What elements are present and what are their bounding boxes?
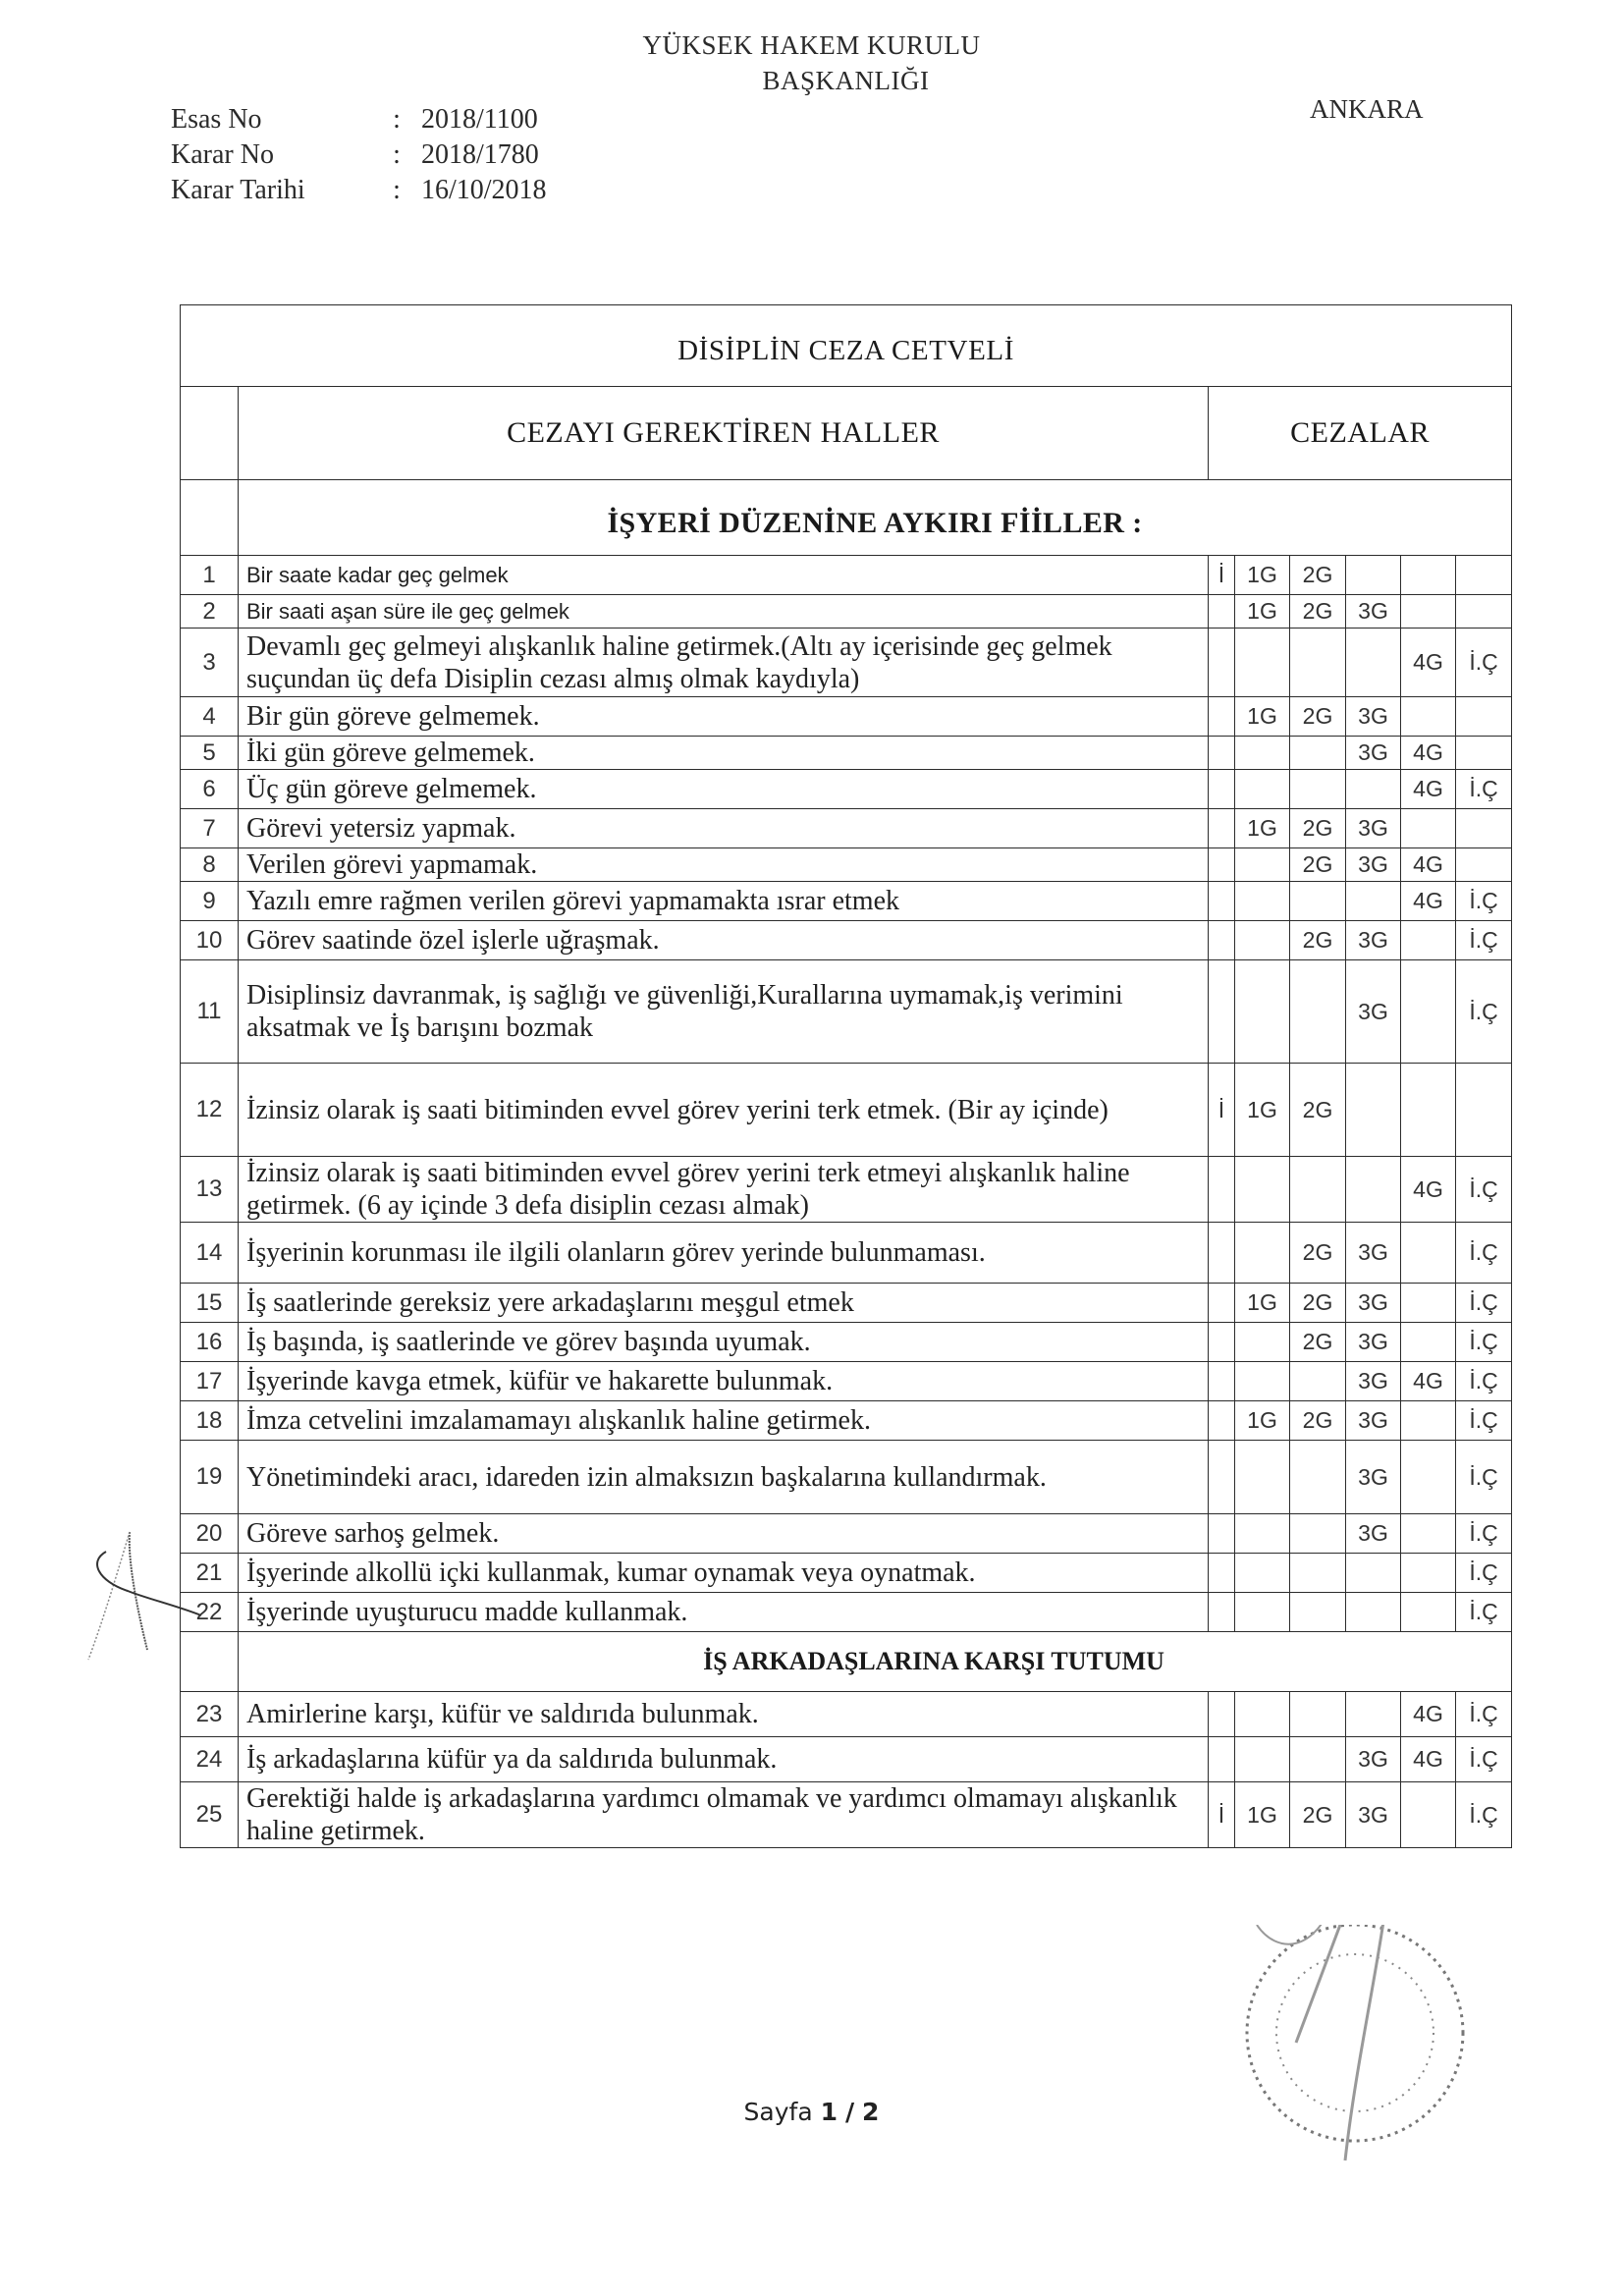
penalty-3g xyxy=(1346,882,1401,921)
meta-sep: : xyxy=(393,139,401,170)
section-heading-1: İŞYERİ DÜZENİNE AYKIRI FİİLLER : xyxy=(239,480,1512,556)
penalty-3g xyxy=(1346,629,1401,697)
meta-label: Karar Tarihi xyxy=(171,175,305,205)
penalty-3g xyxy=(1346,1157,1401,1223)
penalty-dismissal: İ.Ç xyxy=(1456,1157,1512,1223)
penalty-dismissal: İ.Ç xyxy=(1456,1737,1512,1782)
meta-karar-no xyxy=(171,137,547,173)
row-description: İmza cetvelini imzalamamayı alışkanlık haline getirmek. xyxy=(239,1401,1209,1441)
penalty-dismissal: İ.Ç xyxy=(1456,1401,1512,1441)
row-number: 18 xyxy=(181,1401,239,1441)
penalty-dismissal xyxy=(1456,556,1512,595)
meta-value: 2018/1100 xyxy=(421,104,538,135)
row-number: 15 xyxy=(181,1284,239,1323)
penalty-warning xyxy=(1209,1737,1235,1782)
penalty-dismissal: İ.Ç xyxy=(1456,1323,1512,1362)
penalty-1g xyxy=(1235,848,1290,882)
penalty-1g xyxy=(1235,770,1290,809)
penalty-4g: 4G xyxy=(1401,770,1456,809)
penalty-2g: 2G xyxy=(1290,848,1346,882)
row-description: Bir saati aşan süre ile geç gelmek xyxy=(239,595,1209,629)
table-row xyxy=(181,1782,1512,1848)
penalty-1g xyxy=(1235,1441,1290,1514)
row-description: Gerektiği halde iş arkadaşlarına yardımcı olmamak ve yardımcı olmamayı alışkanlık haline getirmek. xyxy=(239,1782,1209,1848)
penalty-warning xyxy=(1209,1441,1235,1514)
meta-sep: : xyxy=(393,175,401,205)
penalty-4g xyxy=(1401,1554,1456,1593)
penalty-1g: 1G xyxy=(1235,697,1290,737)
penalty-4g xyxy=(1401,1593,1456,1632)
penalty-dismissal: İ.Ç xyxy=(1456,1593,1512,1632)
row-number: 17 xyxy=(181,1362,239,1401)
penalty-2g: 2G xyxy=(1290,809,1346,848)
table-row xyxy=(181,848,1512,882)
penalty-3g: 3G xyxy=(1346,1401,1401,1441)
penalty-1g: 1G xyxy=(1235,1401,1290,1441)
penalty-dismissal: İ.Ç xyxy=(1456,1782,1512,1848)
row-number: 23 xyxy=(181,1692,239,1737)
row-number: 24 xyxy=(181,1737,239,1782)
penalty-2g: 2G xyxy=(1290,556,1346,595)
penalty-1g: 1G xyxy=(1235,809,1290,848)
penalty-4g: 4G xyxy=(1401,1157,1456,1223)
row-number: 2 xyxy=(181,595,239,629)
penalty-1g xyxy=(1235,1323,1290,1362)
row-number: 7 xyxy=(181,809,239,848)
penalty-2g xyxy=(1290,960,1346,1064)
table-header-row xyxy=(181,387,1512,480)
row-number: 4 xyxy=(181,697,239,737)
penalty-4g: 4G xyxy=(1401,629,1456,697)
penalty-1g xyxy=(1235,1737,1290,1782)
penalty-2g: 2G xyxy=(1290,1223,1346,1284)
penalty-3g: 3G xyxy=(1346,595,1401,629)
penalty-3g: 3G xyxy=(1346,1782,1401,1848)
page-indicator xyxy=(0,2098,1623,2126)
section-row xyxy=(181,1632,1512,1692)
penalty-warning: İ xyxy=(1209,1064,1235,1157)
penalty-1g xyxy=(1235,1514,1290,1554)
penalty-3g: 3G xyxy=(1346,1737,1401,1782)
row-number: 13 xyxy=(181,1157,239,1223)
official-stamp-icon xyxy=(1208,1925,1532,2190)
page-separator: / xyxy=(844,2098,855,2126)
penalty-2g: 2G xyxy=(1290,1064,1346,1157)
row-number: 5 xyxy=(181,737,239,770)
penalty-dismissal: İ.Ç xyxy=(1456,1514,1512,1554)
penalty-2g: 2G xyxy=(1290,1782,1346,1848)
penalty-3g: 3G xyxy=(1346,737,1401,770)
penalty-warning xyxy=(1209,1362,1235,1401)
row-description: Yazılı emre rağmen verilen görevi yapmamakta ısrar etmek xyxy=(239,882,1209,921)
penalty-4g: 4G xyxy=(1401,1362,1456,1401)
penalty-3g: 3G xyxy=(1346,848,1401,882)
penalty-warning xyxy=(1209,1157,1235,1223)
table-row xyxy=(181,1157,1512,1223)
city-label: ANKARA xyxy=(1310,94,1424,124)
meta-label: Karar No xyxy=(171,139,274,170)
row-number: 14 xyxy=(181,1223,239,1284)
row-description: İş arkadaşlarına küfür ya da saldırıda bulunmak. xyxy=(239,1737,1209,1782)
penalty-4g xyxy=(1401,595,1456,629)
penalty-4g xyxy=(1401,1064,1456,1157)
table-row xyxy=(181,1284,1512,1323)
penalty-4g xyxy=(1401,697,1456,737)
penalty-4g xyxy=(1401,1401,1456,1441)
row-number: 8 xyxy=(181,848,239,882)
row-number: 3 xyxy=(181,629,239,697)
row-description: Devamlı geç gelmeyi alışkanlık haline getirmek.(Altı ay içerisinde geç gelmek suçundan üç defa Disiplin cezası almış olmak kaydıyla) xyxy=(239,629,1209,697)
penalty-warning: İ xyxy=(1209,1782,1235,1848)
row-description: Verilen görevi yapmamak. xyxy=(239,848,1209,882)
penalty-1g xyxy=(1235,1362,1290,1401)
penalty-dismissal: İ.Ç xyxy=(1456,1441,1512,1514)
header-penalties: CEZALAR xyxy=(1209,387,1512,480)
row-number: 1 xyxy=(181,556,239,595)
penalty-4g xyxy=(1401,921,1456,960)
penalty-1g xyxy=(1235,629,1290,697)
penalty-dismissal: İ.Ç xyxy=(1456,1554,1512,1593)
penalty-4g: 4G xyxy=(1401,737,1456,770)
row-description: İzinsiz olarak iş saati bitiminden evvel görev yerini terk etmeyi alışkanlık haline getirmek. (6 ay içinde 3 defa disiplin cezası almak) xyxy=(239,1157,1209,1223)
penalty-2g xyxy=(1290,1514,1346,1554)
penalty-warning xyxy=(1209,1593,1235,1632)
penalty-warning xyxy=(1209,921,1235,960)
penalty-1g xyxy=(1235,921,1290,960)
penalty-4g: 4G xyxy=(1401,1692,1456,1737)
penalty-warning xyxy=(1209,1554,1235,1593)
meta-esas-no xyxy=(171,102,547,137)
penalty-2g xyxy=(1290,1692,1346,1737)
penalty-dismissal: İ.Ç xyxy=(1456,921,1512,960)
penalty-dismissal: İ.Ç xyxy=(1456,1284,1512,1323)
table-row xyxy=(181,1064,1512,1157)
penalty-4g xyxy=(1401,960,1456,1064)
penalty-3g xyxy=(1346,1692,1401,1737)
penalty-dismissal xyxy=(1456,697,1512,737)
penalty-1g xyxy=(1235,1554,1290,1593)
meta-value: 16/10/2018 xyxy=(421,175,547,205)
row-description: Görev saatinde özel işlerle uğraşmak. xyxy=(239,921,1209,960)
row-description: Bir saate kadar geç gelmek xyxy=(239,556,1209,595)
row-number: 12 xyxy=(181,1064,239,1157)
penalty-3g xyxy=(1346,770,1401,809)
row-description: Göreve sarhoş gelmek. xyxy=(239,1514,1209,1554)
penalty-3g xyxy=(1346,556,1401,595)
table-row xyxy=(181,737,1512,770)
org-line-2: BAŞKANLIĞI xyxy=(762,66,930,95)
row-description: Görevi yetersiz yapmak. xyxy=(239,809,1209,848)
penalty-4g xyxy=(1401,1284,1456,1323)
row-description: İşyerinde uyuşturucu madde kullanmak. xyxy=(239,1593,1209,1632)
penalty-dismissal: İ.Ç xyxy=(1456,960,1512,1064)
row-description: İş saatlerinde gereksiz yere arkadaşlarını meşgul etmek xyxy=(239,1284,1209,1323)
row-number: 16 xyxy=(181,1323,239,1362)
penalty-1g xyxy=(1235,1593,1290,1632)
penalty-dismissal xyxy=(1456,595,1512,629)
penalty-2g xyxy=(1290,1362,1346,1401)
penalty-4g: 4G xyxy=(1401,1737,1456,1782)
table-row xyxy=(181,629,1512,697)
row-number: 22 xyxy=(181,1593,239,1632)
penalty-warning xyxy=(1209,1401,1235,1441)
row-description: İzinsiz olarak iş saati bitiminden evvel görev yerini terk etmek. (Bir ay içinde) xyxy=(239,1064,1209,1157)
penalty-warning xyxy=(1209,882,1235,921)
meta-karar-tarihi xyxy=(171,173,547,208)
row-description: İş başında, iş saatlerinde ve görev başında uyumak. xyxy=(239,1323,1209,1362)
penalty-warning xyxy=(1209,1284,1235,1323)
penalty-2g xyxy=(1290,737,1346,770)
penalty-3g: 3G xyxy=(1346,1362,1401,1401)
penalty-4g xyxy=(1401,1323,1456,1362)
row-number: 9 xyxy=(181,882,239,921)
penalty-2g xyxy=(1290,1554,1346,1593)
table-row xyxy=(181,882,1512,921)
penalty-dismissal: İ.Ç xyxy=(1456,1223,1512,1284)
penalty-4g xyxy=(1401,556,1456,595)
penalty-4g xyxy=(1401,1441,1456,1514)
penalty-warning xyxy=(1209,770,1235,809)
penalty-dismissal: İ.Ç xyxy=(1456,882,1512,921)
penalty-2g: 2G xyxy=(1290,697,1346,737)
penalty-2g xyxy=(1290,1441,1346,1514)
penalty-4g: 4G xyxy=(1401,882,1456,921)
meta-sep: : xyxy=(393,104,401,135)
penalty-warning xyxy=(1209,960,1235,1064)
row-number: 6 xyxy=(181,770,239,809)
table-row xyxy=(181,556,1512,595)
row-description: İşyerinde kavga etmek, küfür ve hakarette bulunmak. xyxy=(239,1362,1209,1401)
table-row xyxy=(181,1692,1512,1737)
row-description: İşyerinin korunması ile ilgili olanların görev yerinde bulunmaması. xyxy=(239,1223,1209,1284)
penalty-warning xyxy=(1209,697,1235,737)
penalty-2g: 2G xyxy=(1290,921,1346,960)
penalty-warning xyxy=(1209,629,1235,697)
penalty-4g xyxy=(1401,1223,1456,1284)
penalty-3g: 3G xyxy=(1346,1441,1401,1514)
table-row xyxy=(181,921,1512,960)
row-description: Yönetimindeki aracı, idareden izin almaksızın başkalarına kullandırmak. xyxy=(239,1441,1209,1514)
meta-value: 2018/1780 xyxy=(421,139,539,170)
penalty-dismissal: İ.Ç xyxy=(1456,770,1512,809)
table-row xyxy=(181,1441,1512,1514)
header-num-cell xyxy=(181,387,239,480)
penalty-1g xyxy=(1235,882,1290,921)
penalty-2g xyxy=(1290,770,1346,809)
penalty-dismissal: İ.Ç xyxy=(1456,1692,1512,1737)
penalty-warning xyxy=(1209,1323,1235,1362)
penalty-warning: İ xyxy=(1209,556,1235,595)
penalty-4g: 4G xyxy=(1401,848,1456,882)
penalty-warning xyxy=(1209,1223,1235,1284)
table-row xyxy=(181,1223,1512,1284)
organization-heading xyxy=(0,27,1623,98)
penalty-2g: 2G xyxy=(1290,1284,1346,1323)
penalty-dismissal xyxy=(1456,1064,1512,1157)
penalty-3g: 3G xyxy=(1346,809,1401,848)
table-row xyxy=(181,1514,1512,1554)
row-number: 21 xyxy=(181,1554,239,1593)
header-cases: CEZAYI GEREKTİREN HALLER xyxy=(239,387,1209,480)
page-current: 1 xyxy=(820,2098,838,2126)
penalty-dismissal xyxy=(1456,848,1512,882)
penalty-warning xyxy=(1209,1514,1235,1554)
page-prefix: Sayfa xyxy=(743,2098,813,2126)
penalty-2g: 2G xyxy=(1290,595,1346,629)
penalty-4g xyxy=(1401,809,1456,848)
table-row xyxy=(181,960,1512,1064)
penalty-3g: 3G xyxy=(1346,1284,1401,1323)
table-title-row xyxy=(181,305,1512,387)
case-metadata xyxy=(171,102,547,208)
penalty-warning xyxy=(1209,1692,1235,1737)
penalty-3g xyxy=(1346,1554,1401,1593)
penalty-1g xyxy=(1235,1157,1290,1223)
row-number: 25 xyxy=(181,1782,239,1848)
penalty-warning xyxy=(1209,595,1235,629)
table-row xyxy=(181,1323,1512,1362)
row-description: Üç gün göreve gelmemek. xyxy=(239,770,1209,809)
page-total: 2 xyxy=(862,2098,880,2126)
section-row xyxy=(181,480,1512,556)
penalty-3g: 3G xyxy=(1346,1223,1401,1284)
table-row xyxy=(181,1401,1512,1441)
penalty-2g: 2G xyxy=(1290,1323,1346,1362)
table-title: DİSİPLİN CEZA CETVELİ xyxy=(181,305,1512,387)
penalty-3g: 3G xyxy=(1346,1514,1401,1554)
penalty-1g: 1G xyxy=(1235,595,1290,629)
section-heading-2: İŞ ARKADAŞLARINA KARŞI TUTUMU xyxy=(239,1632,1512,1692)
penalty-3g: 3G xyxy=(1346,1323,1401,1362)
table-row xyxy=(181,1554,1512,1593)
penalty-2g xyxy=(1290,1737,1346,1782)
penalty-3g xyxy=(1346,1064,1401,1157)
row-description: İşyerinde alkollü içki kullanmak, kumar oynamak veya oynatmak. xyxy=(239,1554,1209,1593)
penalty-1g xyxy=(1235,737,1290,770)
table-row xyxy=(181,770,1512,809)
penalty-1g xyxy=(1235,960,1290,1064)
penalty-2g xyxy=(1290,882,1346,921)
penalty-1g xyxy=(1235,1223,1290,1284)
row-description: Amirlerine karşı, küfür ve saldırıda bulunmak. xyxy=(239,1692,1209,1737)
penalty-dismissal: İ.Ç xyxy=(1456,1362,1512,1401)
row-description: Disiplinsiz davranmak, iş sağlığı ve güvenliği,Kurallarına uymamak,iş verimini aksatmak ve İş barışını bozmak xyxy=(239,960,1209,1064)
penalty-1g: 1G xyxy=(1235,1782,1290,1848)
row-number: 11 xyxy=(181,960,239,1064)
meta-label: Esas No xyxy=(171,104,262,135)
penalty-2g xyxy=(1290,1593,1346,1632)
section-num-cell xyxy=(181,480,239,556)
penalty-3g xyxy=(1346,1593,1401,1632)
row-number: 20 xyxy=(181,1514,239,1554)
penalty-3g: 3G xyxy=(1346,921,1401,960)
table-row xyxy=(181,697,1512,737)
penalty-4g xyxy=(1401,1514,1456,1554)
table-row xyxy=(181,1362,1512,1401)
penalty-2g xyxy=(1290,1157,1346,1223)
penalty-1g: 1G xyxy=(1235,556,1290,595)
penalty-warning xyxy=(1209,737,1235,770)
penalty-dismissal: İ.Ç xyxy=(1456,629,1512,697)
row-description: Bir gün göreve gelmemek. xyxy=(239,697,1209,737)
penalty-3g: 3G xyxy=(1346,960,1401,1064)
row-description: İki gün göreve gelmemek. xyxy=(239,737,1209,770)
row-number: 19 xyxy=(181,1441,239,1514)
penalty-dismissal xyxy=(1456,809,1512,848)
table-row xyxy=(181,1737,1512,1782)
org-line-1: YÜKSEK HAKEM KURULU xyxy=(642,30,981,60)
row-number: 10 xyxy=(181,921,239,960)
penalty-1g: 1G xyxy=(1235,1284,1290,1323)
penalty-4g xyxy=(1401,1782,1456,1848)
penalty-dismissal xyxy=(1456,737,1512,770)
table-row xyxy=(181,595,1512,629)
penalty-warning xyxy=(1209,848,1235,882)
penalty-warning xyxy=(1209,809,1235,848)
table-row xyxy=(181,809,1512,848)
discipline-penalty-table xyxy=(180,304,1512,1848)
penalty-2g: 2G xyxy=(1290,1401,1346,1441)
table-row xyxy=(181,1593,1512,1632)
penalty-1g: 1G xyxy=(1235,1064,1290,1157)
penalty-2g xyxy=(1290,629,1346,697)
penalty-1g xyxy=(1235,1692,1290,1737)
penalty-3g: 3G xyxy=(1346,697,1401,737)
signature-icon xyxy=(69,1522,206,1679)
